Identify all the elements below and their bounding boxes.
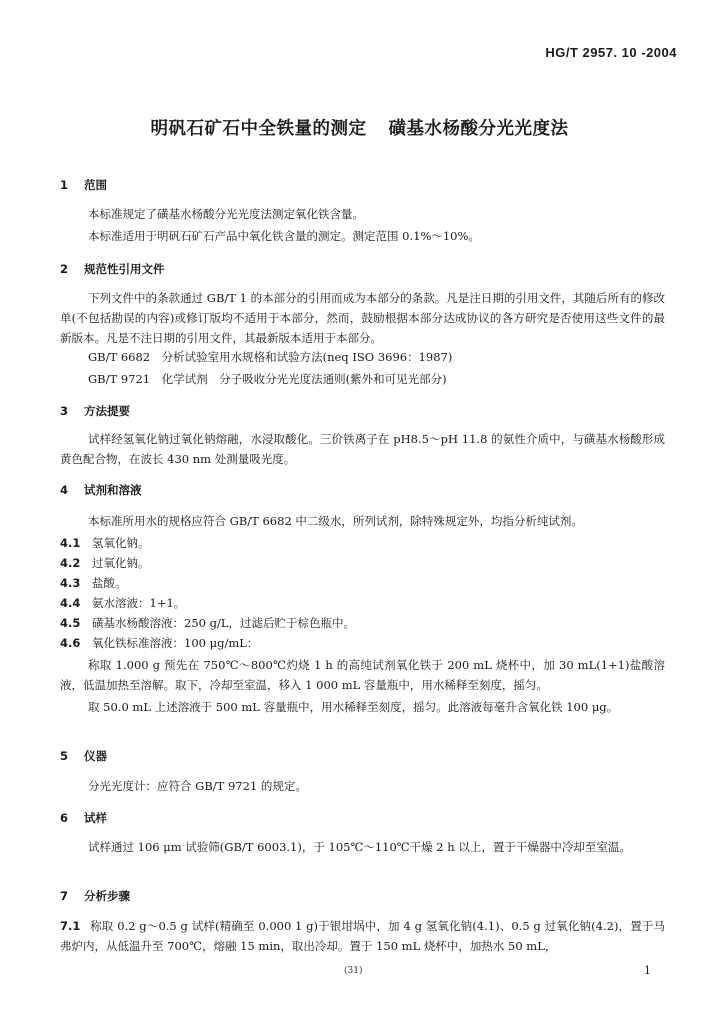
item-number: 4.2	[60, 556, 81, 570]
section-title: 试剂和溶液	[84, 483, 142, 497]
method-summary-paragraph: 试样经氢氧化钠过氧化钠熔融，水浸取酸化。三价铁离子在 pH8.5～pH 11.8 的氨性介质中，与磺基水杨酸形成黄色配合物，在波长 430 nm 处测量吸光度。	[60, 432, 665, 466]
instrument-line: 分光光度计：应符合 GB/T 9721 的规定。	[88, 779, 307, 793]
section-title: 仪器	[84, 749, 107, 763]
standard-solution-prep-1: 称取 1.000 g 预先在 750℃～800℃灼烧 1 h 的高纯试剂氧化铁于 200 mL 烧杯中，加 30 mL(1+1)盐酸溶液，低温加热至溶解。取下，冷却至室温，移入 1 000 mL 容量瓶中，用水稀释至刻度，摇匀。	[60, 658, 665, 692]
item-number: 4.3	[60, 576, 81, 590]
section-number: 3	[60, 404, 69, 418]
section-5-heading	[60, 748, 107, 764]
page-number: 1	[644, 964, 651, 977]
item-text: 氧化铁标准溶液：100 μg/mL：	[92, 636, 259, 650]
reagent-item	[60, 595, 185, 611]
item-text: 过氧化钠。	[92, 556, 150, 570]
standard-code: HG/T 2957. 10 -2004	[545, 45, 677, 60]
section-title: 分析步骤	[84, 889, 130, 903]
reference-gb-t-6682: GB/T 6682 分析试验室用水规格和试验方法(neq ISO 3696：1987)	[88, 350, 453, 364]
procedure-7-1	[60, 916, 665, 956]
section-number: 5	[60, 749, 69, 763]
document-title	[0, 115, 719, 140]
section-6-heading	[60, 810, 107, 826]
section-title: 范围	[84, 178, 107, 192]
item-text: 盐酸。	[92, 576, 127, 590]
reagent-item	[60, 635, 258, 651]
standard-solution-prep-2: 取 50.0 mL 上述溶液于 500 mL 容量瓶中，用水稀释至刻度，摇匀。此溶液每毫升含氧化铁 100 μg。	[88, 700, 619, 714]
section-number: 6	[60, 811, 69, 825]
section-1-heading	[60, 177, 107, 193]
item-number: 4.1	[60, 536, 81, 550]
clause-number: 7.1	[60, 919, 81, 933]
item-number: 4.5	[60, 616, 81, 630]
footer-mark: (31)	[344, 966, 363, 976]
item-number: 4.6	[60, 636, 81, 650]
section-title: 方法提要	[84, 404, 130, 418]
title-main: 明矾石矿石中全铁量的测定	[150, 119, 367, 139]
section-3-heading	[60, 403, 130, 419]
item-text: 磺基水杨酸溶液：250 g/L，过滤后贮于棕色瓶中。	[92, 616, 355, 630]
reagent-item	[60, 575, 127, 591]
reagent-item	[60, 555, 150, 571]
reference-gb-t-9721: GB/T 9721 化学试剂 分子吸收分光光度法通则(紫外和可见光部分)	[88, 372, 447, 386]
title-method: 磺基水杨酸分光光度法	[388, 119, 569, 139]
section-number: 2	[60, 262, 69, 276]
section-title: 规范性引用文件	[84, 262, 165, 276]
section-7-heading	[60, 888, 130, 904]
section-4-heading	[60, 482, 142, 498]
sample-paragraph: 试样通过 106 μm 试验筛(GB/T 6003.1)，于 105℃～110℃干燥 2 h 以上，置于干燥器中冷却至室温。	[88, 840, 631, 854]
scope-line-1: 本标准规定了磺基水杨酸分光光度法测定氧化铁含量。	[88, 207, 364, 221]
normative-refs-paragraph: 下列文件中的条款通过 GB/T 1 的本部分的引用而成为本部分的条款。凡是注日期的引用文件，其随后所有的修改单(不包括勘误的内容)或修订版均不适用于本部分，然而，鼓励根据本部分达成协议的各方研究是否使用这些文件的最新版本。凡是不注日期的引用文件，其最新版本适用于本部分。	[60, 291, 665, 345]
clause-text: 称取 0.2 g～0.5 g 试样(精确至 0.000 1 g)于银坩埚中，加 4 g 氢氧化钠(4.1)、0.5 g 过氧化钠(4.2)，置于马弗炉内，从低温升至 700℃，熔融 15 min，取出冷却。置于 150 mL 烧杯中，加热水 50 mL，	[60, 919, 665, 953]
item-text: 氢氧化钠。	[92, 536, 150, 550]
section-number: 4	[60, 483, 69, 497]
scope-line-2: 本标准适用于明矾石矿石产品中氧化铁含量的测定。测定范围 0.1%～10%。	[88, 229, 480, 243]
section-2-heading	[60, 261, 165, 277]
item-text: 氨水溶液：1+1。	[92, 596, 186, 610]
item-number: 4.4	[60, 596, 81, 610]
reagents-intro: 本标准所用水的规格应符合 GB/T 6682 中二级水，所列试剂，除特殊规定外，均指分析纯试剂。	[88, 514, 583, 528]
section-number: 7	[60, 889, 69, 903]
section-number: 1	[60, 178, 69, 192]
reagent-item	[60, 615, 355, 631]
reagent-item	[60, 535, 150, 551]
section-title: 试样	[84, 811, 107, 825]
